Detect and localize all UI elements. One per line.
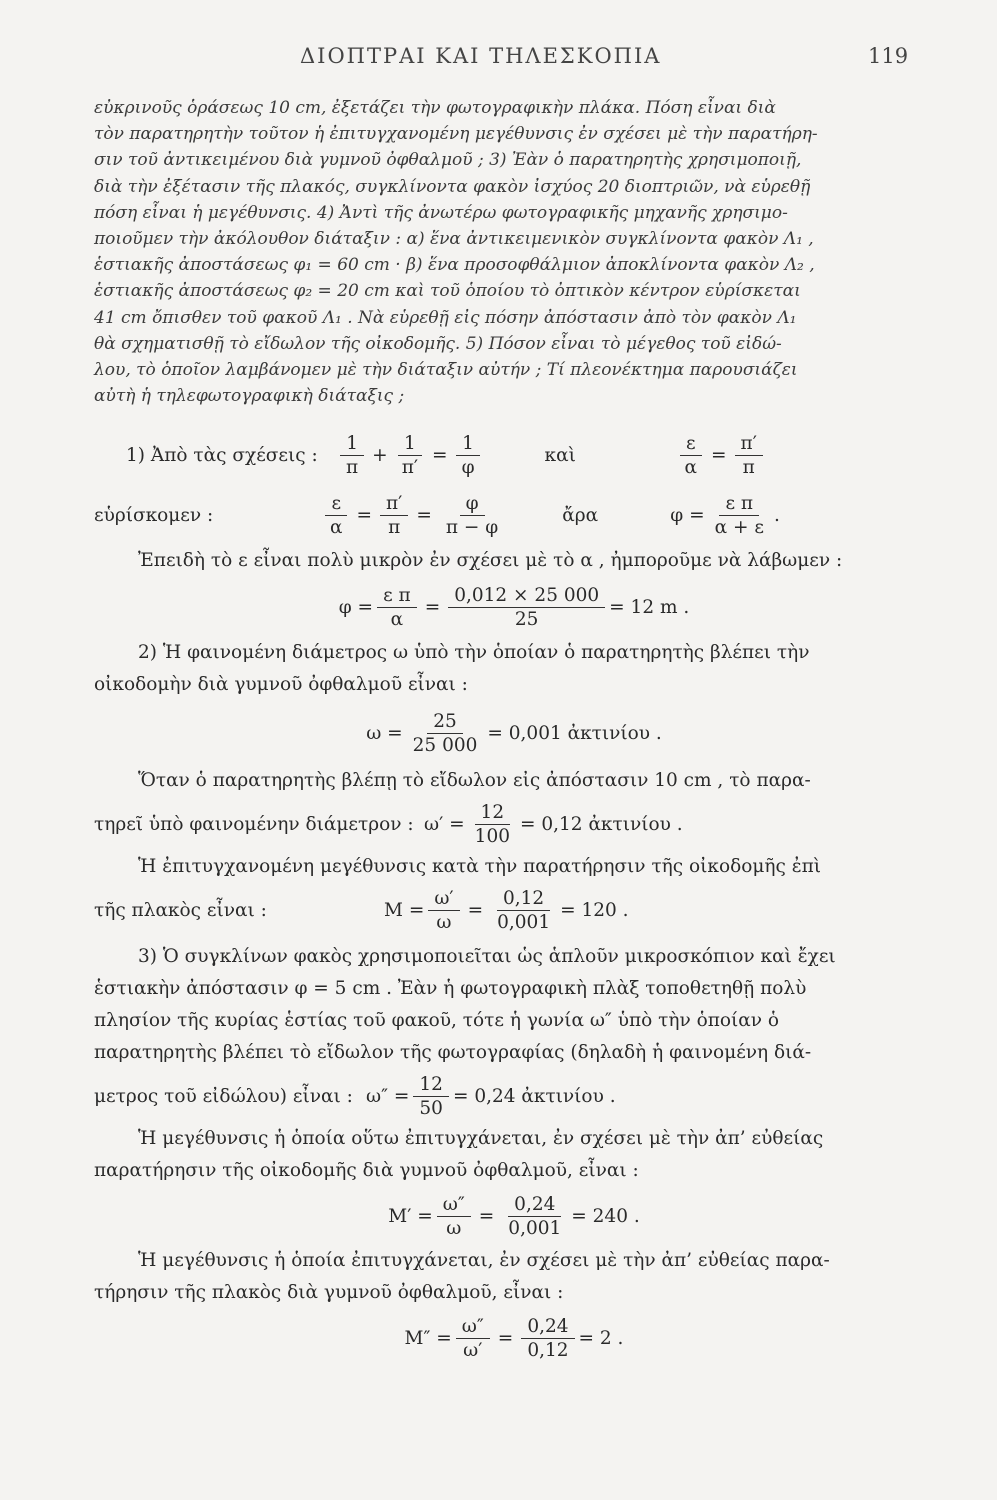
paragraph-line: πλησίον τῆς κυρίας ἑστίας τοῦ φακοῦ, τότε ἡ γωνία ω″ ὑπὸ τὴν ὁποίαν ὁ: [94, 1010, 780, 1032]
operator: =: [478, 1205, 495, 1227]
equation-omega-double-prime: [94, 1069, 934, 1123]
numerator: 0,12: [497, 888, 550, 911]
denominator: 0,001: [508, 1217, 562, 1239]
denominator: ω: [436, 911, 452, 933]
paragraph: Ἐπειδὴ τὸ ε εἶναι πολὺ μικρὸν ἐν σχέσει μὲ τὸ α , ἠμποροῦμε νὰ λάβωμεν :: [138, 550, 843, 572]
numerator: ω″: [456, 1316, 490, 1339]
operator: =: [416, 504, 432, 526]
equation-find: [94, 485, 934, 545]
equation-lhs: M =: [384, 899, 425, 921]
equation-result: = 0,001 ἀκτινίου .: [487, 722, 662, 744]
equation-magnification-M: [94, 883, 934, 937]
fraction: [456, 433, 481, 479]
operator: =: [467, 899, 484, 921]
equation-result: = 240 .: [571, 1205, 640, 1227]
paragraph-line: Ἡ ἐπιτυγχανομένη μεγέθυνσις κατὰ τὴν παρατήρησιν τῆς οἰκοδομῆς ἐπὶ: [138, 856, 822, 878]
numerator: 12: [413, 1074, 449, 1097]
fraction: [440, 493, 504, 539]
numerator: ω″: [437, 1194, 471, 1217]
numerator: 0,012 × 25 000: [448, 585, 605, 608]
fraction: [324, 493, 349, 539]
fraction: [456, 1316, 490, 1362]
operator: =: [424, 596, 441, 618]
denominator: 0,001: [497, 911, 551, 933]
punctuation: .: [773, 504, 780, 526]
fraction: [380, 493, 408, 539]
page-body: [94, 95, 934, 1367]
numerator: 0,24: [508, 1194, 561, 1217]
equation-result: = 12 m .: [609, 596, 690, 618]
fraction: [413, 1074, 449, 1120]
problem-line: αὐτὴ ἡ τηλεφωτογραφικὴ διάταξις ;: [94, 386, 405, 407]
equation-omega-prime: [94, 797, 934, 851]
conjunction: καὶ: [544, 444, 576, 466]
paragraph-line: οἰκοδομὴν διὰ γυμνοῦ ὀφθαλμοῦ εἶναι :: [94, 674, 468, 696]
denominator: 100: [474, 825, 510, 847]
fraction: [502, 1194, 567, 1240]
numerator: ε π: [377, 585, 417, 608]
equation-result: = 2 .: [578, 1327, 624, 1349]
operator: =: [432, 444, 448, 466]
denominator: π: [742, 456, 755, 478]
numerator: 1: [456, 433, 480, 456]
fraction: [709, 493, 770, 539]
equation-omega: [94, 701, 934, 765]
paragraph-line: Ἡ μεγέθυνσις ἡ ὁποία οὕτω ἐπιτυγχάνεται, ἐν σχέσει μὲ τὴν ἀπ’ εὐθείας: [138, 1128, 824, 1150]
problem-line: ἑστιακῆς ἀποστάσεως φ₁ = 60 cm · β) ἕνα προσοφθάλμιον ἀποκλίνοντα φακὸν Λ₂ ,: [94, 255, 815, 276]
denominator: 0,12: [527, 1339, 569, 1361]
problem-line: σιν τοῦ ἀντικειμένου διὰ γυμνοῦ ὀφθαλμοῦ ; 3) Ἐὰν ὁ παρατηρητὴς χρησιμοποιῇ,: [94, 150, 802, 171]
denominator: φ: [461, 456, 475, 478]
equation-relations: [94, 425, 934, 485]
problem-line: διὰ τὴν ἐξέτασιν τῆς πλακός, συγκλίνοντα φακὸν ἰσχύος 20 διοπτριῶν, νὰ εὑρεθῇ: [94, 176, 811, 197]
paragraph-line: 2) Ἡ φαινομένη διάμετρος ω ὑπὸ τὴν ὁποίαν ὁ παρατηρητὴς βλέπει τὴν: [138, 642, 810, 664]
equation-lhs: M″ =: [404, 1327, 452, 1349]
equation-result: = 0,12 ἀκτινίου .: [519, 813, 683, 835]
denominator: π: [388, 516, 401, 538]
equation-label: εὑρίσκομεν :: [94, 504, 214, 526]
operator: =: [711, 444, 727, 466]
operator: =: [497, 1327, 514, 1349]
fraction: [396, 433, 424, 479]
fraction: [469, 802, 516, 848]
equation-lhs: ω′ =: [424, 813, 465, 835]
paragraph-line: 3) Ὁ συγκλίνων φακὸς χρησιμοποιεῖται ὡς ἁπλοῦν μικροσκόπιον καὶ ἔχει: [138, 946, 836, 968]
denominator: α: [684, 456, 698, 478]
fraction: [448, 585, 605, 631]
page-number: 119: [868, 44, 909, 68]
denominator: α + ε: [714, 516, 764, 538]
denominator: π − φ: [445, 516, 499, 538]
conjunction: ἄρα: [562, 504, 599, 526]
problem-statement: [94, 95, 934, 409]
equation-label: τηρεῖ ὑπὸ φαινομένην διάμετρον :: [94, 813, 414, 835]
fraction: [377, 585, 417, 631]
equation-magnification-M-double-prime: [94, 1309, 934, 1367]
problem-line: 41 cm ὄπισθεν τοῦ φακοῦ Λ₁ . Νὰ εὑρεθῇ εἰς πόσην ἀπόστασιν ἀπὸ τὸν φακὸν Λ₁: [94, 307, 797, 328]
equation-label: τῆς πλακὸς εἶναι :: [94, 899, 267, 921]
fraction: [491, 888, 556, 934]
numerator: 0,24: [521, 1316, 574, 1339]
operator: =: [356, 504, 373, 526]
page-header: [0, 44, 997, 74]
problem-line: θὰ σχηματισθῇ τὸ εἴδωλον τῆς οἰκοδομῆς. 5) Πόσον εἶναι τὸ μέγεθος τοῦ εἰδώ-: [94, 333, 782, 354]
paragraph-line: Ἡ μεγέθυνσις ἡ ὁποία ἐπιτυγχάνεται, ἐν σχέσει μὲ τὴν ἀπ’ εὐθείας παρα-: [138, 1250, 830, 1272]
denominator: ω: [446, 1217, 462, 1239]
numerator: ε: [325, 493, 347, 516]
equation-lhs: ω″ =: [366, 1085, 410, 1107]
equation-lhs: ω =: [366, 722, 403, 744]
numerator: 12: [475, 802, 511, 825]
fraction: [521, 1316, 574, 1362]
problem-line: πόση εἶναι ἡ μεγέθυνσις. 4) Ἀντὶ τῆς ἀνωτέρω φωτογραφικῆς μηχανῆς χρησιμο-: [94, 202, 788, 223]
problem-line: εὐκρινοῦς ὁράσεως 10 cm, ἐξετάζει τὴν φωτογραφικὴν πλάκα. Πόση εἶναι διὰ: [94, 98, 776, 118]
fraction: [679, 433, 704, 479]
equation-lhs: M′ =: [388, 1205, 433, 1227]
numerator: 1: [340, 433, 364, 456]
numerator: ε: [680, 433, 702, 456]
equation-result: = 120 .: [560, 899, 629, 921]
denominator: 25 000: [412, 734, 478, 756]
denominator: 50: [419, 1097, 443, 1119]
numerator: φ: [460, 493, 485, 516]
operator: +: [372, 444, 388, 466]
problem-line: τὸν παρατηρητὴν τοῦτον ἡ ἐπιτυγχανομένη μεγέθυνσις ἐν σχέσει μὲ τὴν παρατήρη-: [94, 124, 818, 145]
problem-line: ποιοῦμεν τὴν ἀκόλουθον διάταξιν : α) ἕνα ἀντικειμενικὸν συγκλίνοντα φακὸν Λ₁ ,: [94, 229, 814, 250]
numerator: 25: [427, 711, 463, 734]
paragraph-line: παρατηρητὴς βλέπει τὸ εἴδωλον τῆς φωτογραφίας (δηλαδὴ ἡ φαινομένη διά-: [94, 1042, 812, 1064]
numerator: π′: [380, 493, 408, 516]
fraction: [407, 711, 484, 757]
paragraph-line: τήρησιν τῆς πλακὸς διὰ γυμνοῦ ὀφθαλμοῦ, εἶναι :: [94, 1282, 564, 1304]
denominator: α: [330, 516, 343, 538]
numerator: π′: [735, 433, 763, 456]
numerator: ε π: [719, 493, 759, 516]
denominator: ω′: [463, 1339, 483, 1361]
fraction: [735, 433, 763, 479]
equation-label: μετρος τοῦ εἰδώλου) εἶναι :: [94, 1085, 353, 1107]
paragraph-line: ἑστιακὴν ἀπόστασιν φ = 5 cm . Ἐὰν ἡ φωτογραφικὴ πλὰξ τοποθετηθῇ πολὺ: [94, 978, 807, 1000]
equation-lhs: φ =: [670, 504, 705, 526]
equation-result: = 0,24 ἀκτινίου .: [452, 1085, 616, 1107]
numerator: 1: [398, 433, 422, 456]
equation-magnification-M-prime: [94, 1187, 934, 1245]
problem-line: ἑστιακῆς ἀποστάσεως φ₂ = 20 cm καὶ τοῦ ὁποίου τὸ ὀπτικὸν κέντρον εὑρίσκεται: [94, 281, 801, 302]
denominator: α: [390, 608, 404, 630]
fraction: [437, 1194, 471, 1240]
equation-label: 1) Ἀπὸ τὰς σχέσεις :: [126, 444, 318, 466]
paragraph-line: Ὅταν ὁ παρατηρητὴς βλέπῃ τὸ εἴδωλον εἰς ἀπόστασιν 10 cm , τὸ παρα-: [138, 770, 811, 792]
equation-focal-length: [94, 577, 934, 637]
denominator: 25: [514, 608, 539, 630]
denominator: π′: [401, 456, 419, 478]
fraction: [340, 433, 364, 479]
denominator: π: [346, 456, 359, 478]
equation-lhs: φ =: [338, 596, 374, 618]
running-title: ΔΙΟΠΤΡΑΙ ΚΑΙ ΤΗΛΕΣΚΟΠΙΑ: [300, 44, 662, 68]
problem-line: λου, τὸ ὁποῖον λαμβάνομεν μὲ τὴν διάταξιν αὐτήν ; Τί πλεονέκτημα παρουσιάζει: [94, 360, 798, 381]
paragraph-line: παρατήρησιν τῆς οἰκοδομῆς διὰ γυμνοῦ ὀφθαλμοῦ, εἶναι :: [94, 1160, 639, 1182]
fraction: [428, 888, 459, 934]
numerator: ω′: [428, 888, 459, 911]
